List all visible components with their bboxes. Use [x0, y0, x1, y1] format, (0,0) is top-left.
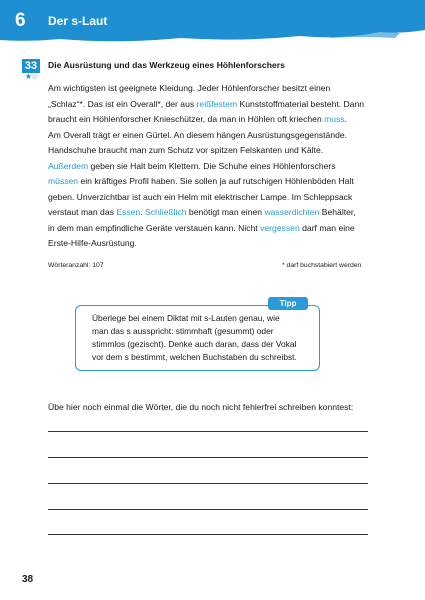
exercise-title: Die Ausrüstung und das Werkzeug eines Höhlenforschers: [48, 60, 285, 70]
text-segment: Kunststoffmaterial besteht. Dann: [237, 98, 365, 109]
text-line: [48, 97, 388, 113]
text-segment: Am wichtigsten ist geeignete Kleidung. Jeder Höhlenforscher besitzt einen: [48, 83, 331, 93]
text-segment: .: [344, 114, 348, 124]
text-line: [48, 221, 388, 237]
text-line: [48, 190, 388, 206]
text-segment: .: [140, 207, 145, 217]
text-segment: braucht ein Höhlenforscher Knieschützer, da man in Höhlen oft kriechen: [48, 114, 325, 124]
text-segment: Erste-Hilfe-Ausrüstung.: [48, 238, 137, 248]
highlighted-word: müssen: [48, 176, 79, 186]
difficulty-stars-icon: ★☆: [24, 72, 38, 81]
text-segment: benötigt man einen: [186, 207, 265, 217]
writing-line[interactable]: [48, 483, 368, 484]
highlighted-word: wasserdichten: [264, 207, 320, 217]
text-line: [48, 112, 388, 128]
writing-line[interactable]: [48, 457, 368, 458]
instruction-text: Übe hier noch einmal die Wörter, die du noch nicht fehlerfrei schreiben konntest:: [48, 402, 354, 412]
tip-label: Tipp: [268, 297, 308, 310]
text-line: [48, 128, 388, 144]
writing-line[interactable]: [48, 431, 368, 432]
writing-line[interactable]: [48, 509, 368, 510]
text-segment: darf man eine: [299, 222, 355, 233]
text-segment: ein kräftiges Profil haben. Sie sollen ja auf rutschigen Höhlenböden Halt: [78, 176, 354, 186]
text-segment: Handschuhe braucht man zum Schutz vor spitzen Felskanten und Kälte.: [48, 145, 324, 155]
exercise-number-badge: 33: [22, 59, 40, 73]
tip-line: man das s ausspricht: stimmhaft (gesummt) oder: [92, 326, 274, 336]
text-segment: verstaut man das: [48, 207, 117, 217]
text-segment: geben sie Halt beim Klettern. Die Schuhe eines Höhlenforschers: [88, 160, 336, 171]
word-count: Wörteranzahl: 107: [48, 262, 104, 269]
dictation-text: [48, 81, 388, 252]
tip-line: vor dem s bestimmt, welchen Buchstaben du schreibst.: [92, 352, 297, 362]
tip-text: [92, 312, 314, 364]
text-line: [48, 236, 388, 252]
chapter-title: Der s-Laut: [48, 14, 108, 28]
highlighted-word: muss: [324, 114, 345, 124]
highlighted-word: reißfestem: [196, 98, 238, 109]
text-segment: „Schlaz“*. Das ist ein Overall*, der aus: [48, 98, 197, 109]
text-line: [48, 143, 388, 159]
text-line: [48, 81, 388, 97]
text-segment: Behälter,: [319, 207, 356, 217]
text-segment: Am Overall trägt er einen Gürtel. An diesem hängen Ausrüstungsgegenstände.: [48, 129, 348, 140]
text-segment: geben. Unverzichtbar ist auch ein Helm mit elektrischer Lampe. Im Schleppsack: [48, 191, 353, 202]
footnote: * darf buchstabiert werden: [282, 262, 362, 269]
text-line: [48, 159, 388, 175]
chapter-number: 6: [15, 10, 26, 31]
writing-line[interactable]: [48, 534, 368, 535]
highlighted-word: Schließlich: [144, 207, 187, 217]
tip-line: stimmlos (gezischt). Denke auch daran, dass der Vokal: [92, 339, 297, 349]
text-line: [48, 174, 388, 190]
page-number: 38: [22, 574, 34, 585]
highlighted-word: vergessen: [260, 222, 300, 233]
highlighted-word: Essen: [116, 207, 141, 217]
text-line: [48, 205, 388, 221]
tip-line: Überlege bei einem Diktat mit s-Lauten genau, wie: [92, 313, 280, 323]
text-segment: in dem man empfindliche Geräte verstauen kann. Nicht: [48, 222, 261, 233]
chapter-banner: [0, 0, 425, 44]
highlighted-word: Außerdem: [48, 160, 89, 171]
